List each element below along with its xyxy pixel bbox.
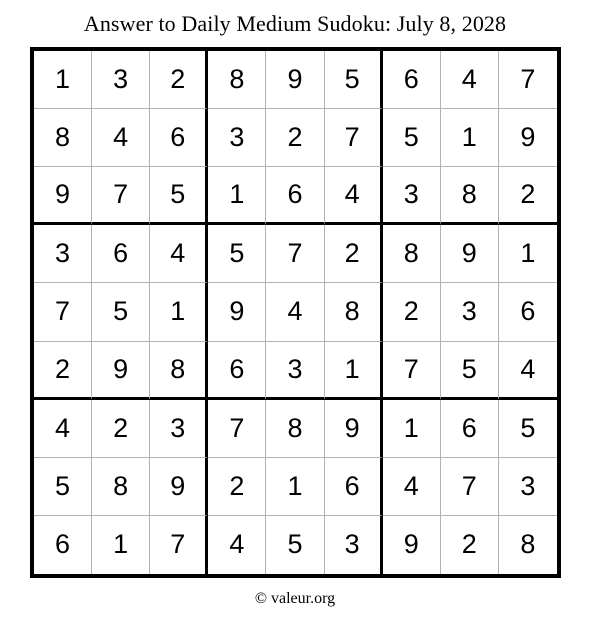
sudoku-cell[interactable]: 7: [150, 516, 208, 574]
sudoku-cell[interactable]: 9: [34, 167, 92, 225]
sudoku-cell[interactable]: 6: [499, 283, 557, 341]
sudoku-cell[interactable]: 3: [441, 283, 499, 341]
sudoku-cell[interactable]: 8: [325, 283, 383, 341]
sudoku-cell[interactable]: 1: [208, 167, 266, 225]
sudoku-cell[interactable]: 2: [383, 283, 441, 341]
sudoku-cell[interactable]: 5: [499, 400, 557, 458]
sudoku-cell[interactable]: 7: [441, 458, 499, 516]
sudoku-cell[interactable]: 3: [266, 342, 324, 400]
sudoku-cell[interactable]: 2: [325, 225, 383, 283]
sudoku-cell[interactable]: 7: [92, 167, 150, 225]
sudoku-cell[interactable]: 8: [150, 342, 208, 400]
sudoku-cell[interactable]: 2: [499, 167, 557, 225]
sudoku-cell[interactable]: 2: [266, 109, 324, 167]
sudoku-cell[interactable]: 2: [92, 400, 150, 458]
sudoku-cell[interactable]: 4: [383, 458, 441, 516]
sudoku-cell[interactable]: 1: [150, 283, 208, 341]
sudoku-cell[interactable]: 2: [150, 51, 208, 109]
sudoku-cell[interactable]: 1: [266, 458, 324, 516]
sudoku-cell[interactable]: 6: [150, 109, 208, 167]
sudoku-cell[interactable]: 9: [150, 458, 208, 516]
sudoku-cell[interactable]: 5: [150, 167, 208, 225]
sudoku-cell[interactable]: 4: [499, 342, 557, 400]
sudoku-cell[interactable]: 5: [383, 109, 441, 167]
sudoku-cell[interactable]: 8: [520, 529, 536, 560]
sudoku-cell[interactable]: 9: [266, 51, 324, 109]
sudoku-cell[interactable]: 1: [383, 400, 441, 458]
page-title: Answer to Daily Medium Sudoku: July 8, 2028: [83, 11, 507, 36]
sudoku-cell[interactable]: 5: [34, 458, 92, 516]
sudoku-cell[interactable]: 8: [441, 167, 499, 225]
sudoku-cell[interactable]: 8: [34, 109, 92, 167]
sudoku-cell[interactable]: 6: [34, 516, 92, 574]
sudoku-cell[interactable]: 6: [208, 342, 266, 400]
sudoku-cell[interactable]: 3: [150, 400, 208, 458]
sudoku-cell[interactable]: 7: [266, 225, 324, 283]
sudoku-cell[interactable]: 6: [266, 167, 324, 225]
sudoku-cell[interactable]: 7: [383, 342, 441, 400]
sudoku-cell[interactable]: 1: [499, 225, 557, 283]
sudoku-cell[interactable]: 4: [150, 225, 208, 283]
sudoku-cell[interactable]: 5: [92, 283, 150, 341]
sudoku-cell[interactable]: 7: [499, 51, 557, 109]
sudoku-cell[interactable]: 4: [441, 51, 499, 109]
sudoku-cell[interactable]: 3: [34, 225, 92, 283]
sudoku-board: [30, 47, 561, 578]
sudoku-cell[interactable]: 9: [441, 225, 499, 283]
sudoku-cell[interactable]: 8: [208, 51, 266, 109]
sudoku-cell[interactable]: 7: [325, 109, 383, 167]
sudoku-cell[interactable]: 5: [325, 51, 383, 109]
sudoku-cell[interactable]: 7: [34, 283, 92, 341]
sudoku-cell[interactable]: 9: [499, 109, 557, 167]
sudoku-cell[interactable]: 8: [92, 458, 150, 516]
sudoku-cell[interactable]: 4: [266, 283, 324, 341]
sudoku-cell[interactable]: 6: [92, 225, 150, 283]
sudoku-cell[interactable]: 9: [92, 342, 150, 400]
sudoku-cell[interactable]: 2: [441, 516, 499, 574]
footer-copyright[interactable]: © valeur.org: [254, 590, 336, 607]
sudoku-cell[interactable]: 7: [208, 400, 266, 458]
sudoku-cell[interactable]: 5: [266, 516, 324, 574]
sudoku-cell[interactable]: 8: [383, 225, 441, 283]
sudoku-cell[interactable]: 5: [441, 342, 499, 400]
sudoku-cell[interactable]: 6: [383, 51, 441, 109]
sudoku-cell[interactable]: 3: [92, 51, 150, 109]
sudoku-cell[interactable]: 1: [325, 342, 383, 400]
sudoku-cell[interactable]: 9: [208, 283, 266, 341]
sudoku-cell[interactable]: 4: [325, 167, 383, 225]
sudoku-cell[interactable]: 1: [441, 109, 499, 167]
sudoku-cell[interactable]: 6: [441, 400, 499, 458]
sudoku-cell[interactable]: 3: [325, 516, 383, 574]
sudoku-cell[interactable]: 3: [208, 109, 266, 167]
sudoku-cell[interactable]: 2: [208, 458, 266, 516]
sudoku-cell[interactable]: 9: [383, 516, 441, 574]
sudoku-cell[interactable]: 3: [499, 458, 557, 516]
sudoku-cell[interactable]: 3: [383, 167, 441, 225]
sudoku-cell[interactable]: 9: [325, 400, 383, 458]
sudoku-cell[interactable]: 1: [92, 516, 150, 574]
sudoku-cell[interactable]: 4: [208, 516, 266, 574]
sudoku-cell[interactable]: 2: [34, 342, 92, 400]
sudoku-cell[interactable]: 8: [266, 400, 324, 458]
sudoku-cell[interactable]: 1: [34, 51, 92, 109]
sudoku-cell[interactable]: 5: [208, 225, 266, 283]
sudoku-cell[interactable]: 4: [92, 109, 150, 167]
sudoku-cell[interactable]: 6: [325, 458, 383, 516]
sudoku-cell[interactable]: 4: [34, 400, 92, 458]
